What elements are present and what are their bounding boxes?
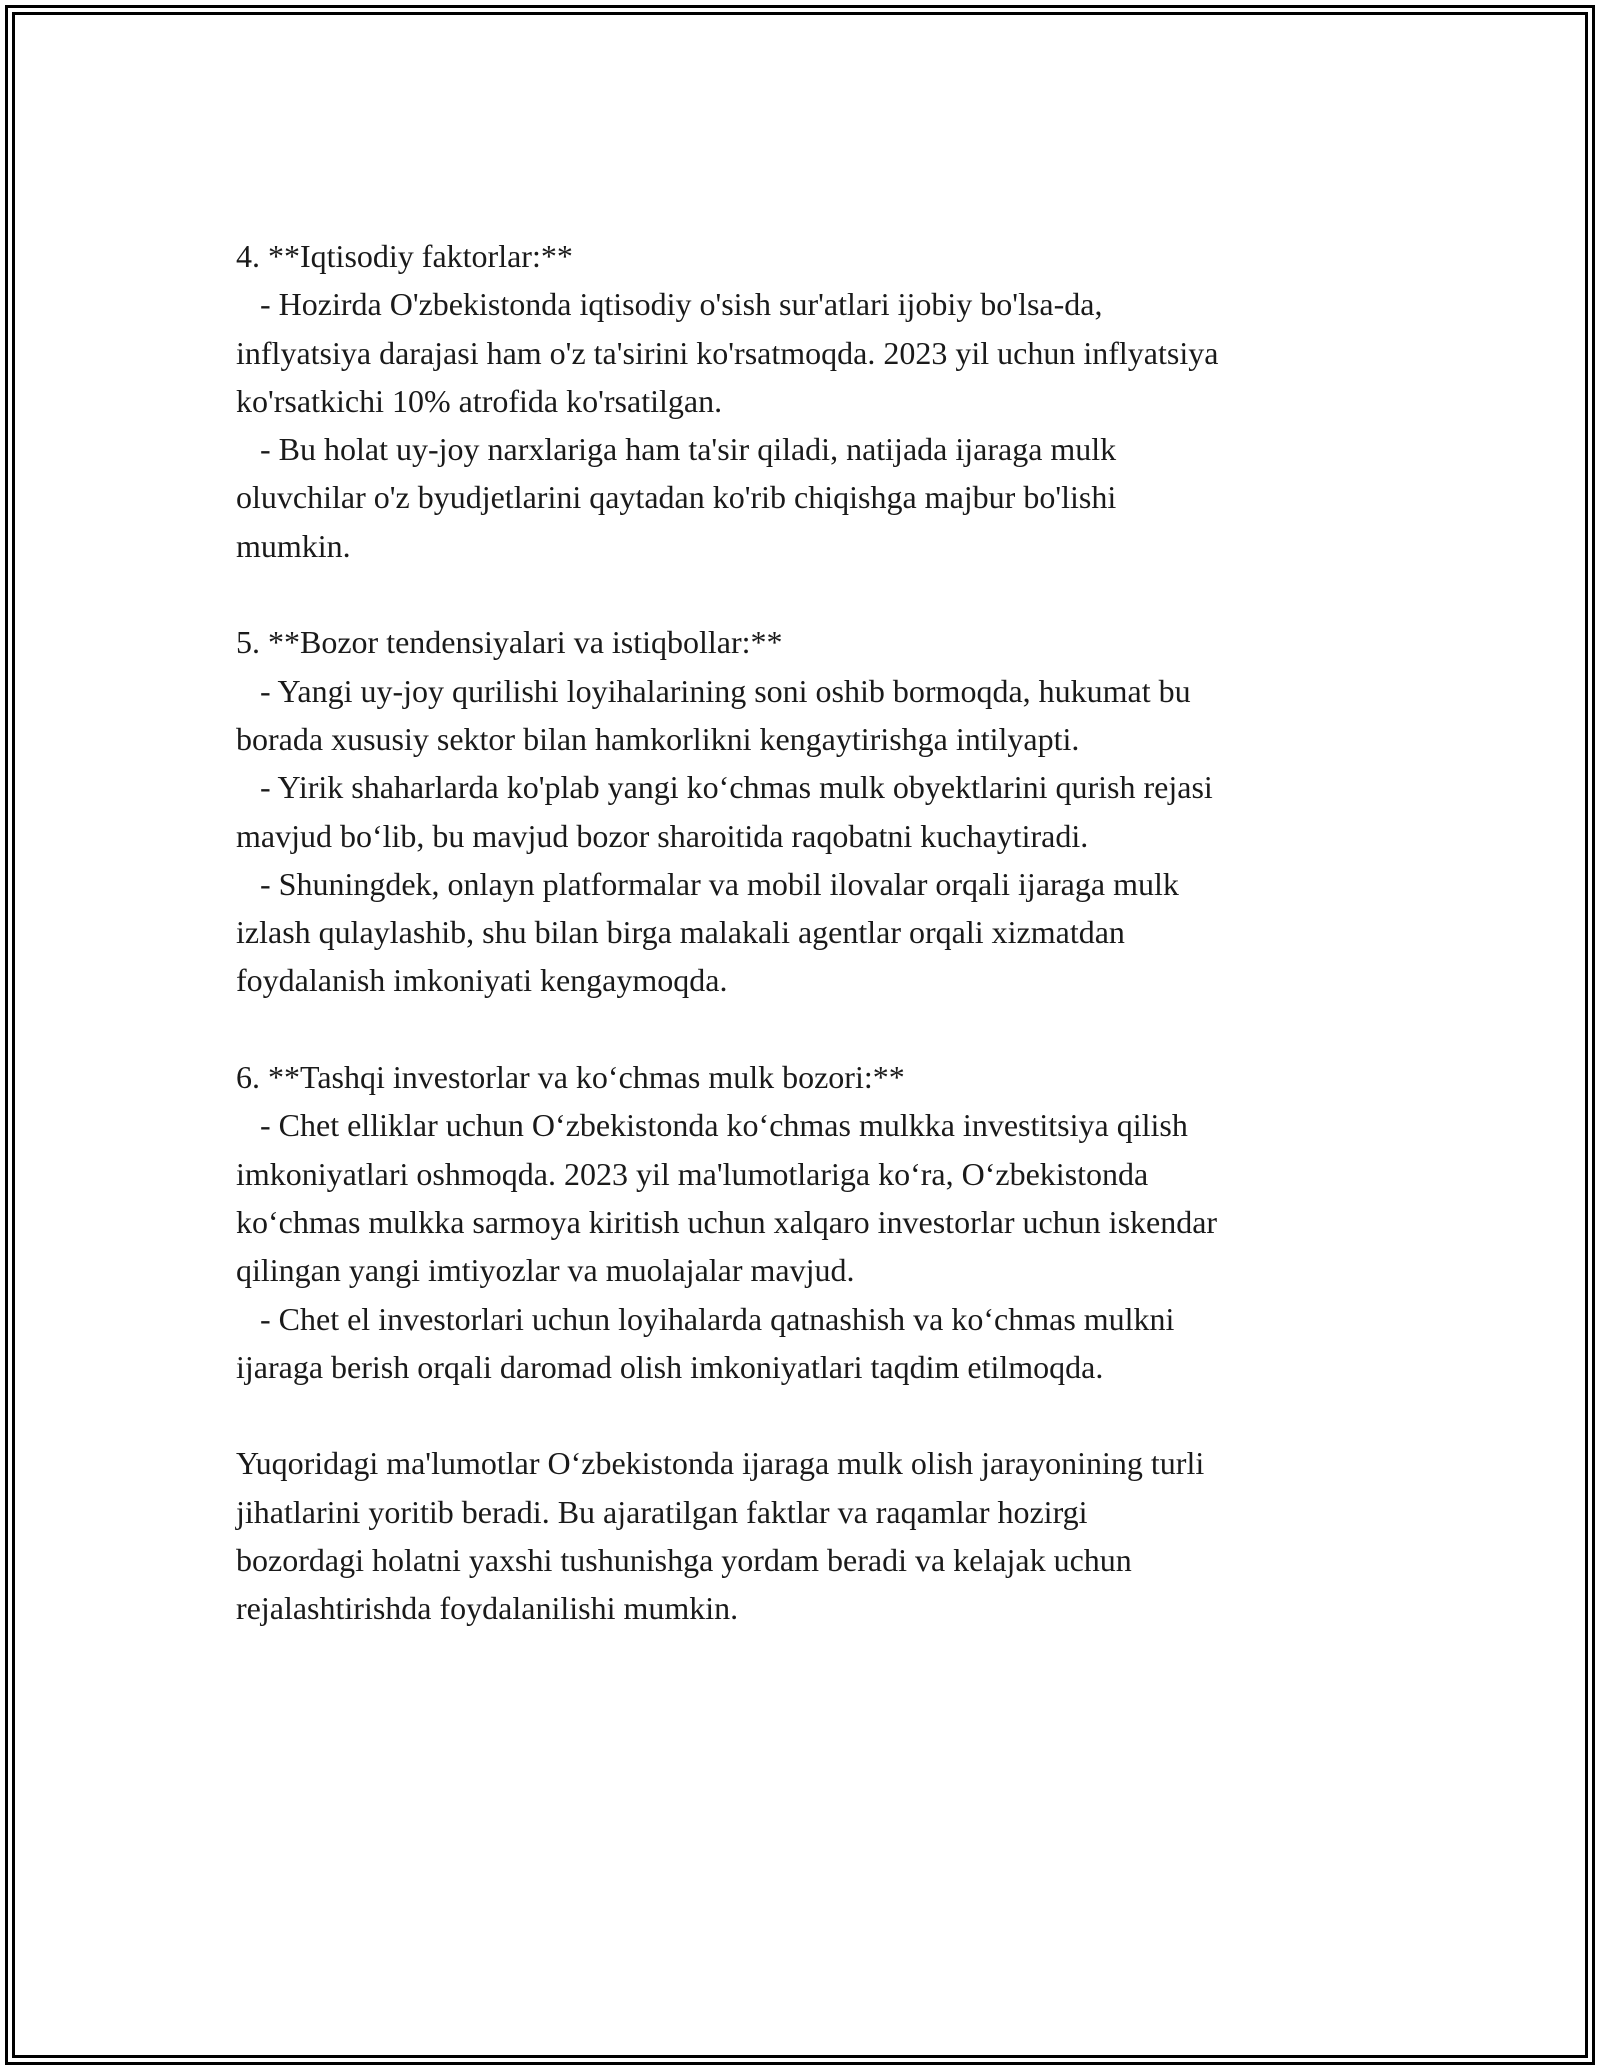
section-market-trends (236, 618, 1376, 1004)
section-heading: 6. **Tashqi investorlar va koʻchmas mulk bozori:** (236, 1059, 905, 1096)
text-line: - Hozirda O'zbekistonda iqtisodiy o'sish sur'atlari ijobiy bo'lsa-da, (236, 286, 1103, 323)
text-line: borada xususiy sektor bilan hamkorlikni kengaytirishga intilyapti. (236, 720, 1080, 757)
text-line: - Yirik shaharlarda ko'plab yangi koʻchmas mulk obyektlarini qurish rejasi (236, 769, 1213, 806)
text-line: - Chet el investorlari uchun loyihalarda qatnashish va koʻchmas mulkni (236, 1300, 1175, 1337)
text-line: ijaraga berish orqali daromad olish imkoniyatlari taqdim etilmoqda. (236, 1348, 1104, 1385)
text-line: - Chet elliklar uchun Oʻzbekistonda koʻchmas mulkka investitsiya qilish (236, 1107, 1188, 1144)
text-line: mumkin. (236, 527, 351, 564)
text-line: - Bu holat uy-joy narxlariga ham ta'sir qiladi, natijada ijaraga mulk (236, 431, 1117, 468)
text-line: foydalanish imkoniyati kengaymoqda. (236, 962, 728, 999)
text-line: mavjud boʻlib, bu mavjud bozor sharoitida raqobatni kuchaytiradi. (236, 817, 1089, 854)
conclusion-paragraph (236, 1439, 1376, 1632)
text-line: rejalashtirishda foydalanilishi mumkin. (236, 1590, 739, 1627)
text-line: inflyatsiya darajasi ham o'z ta'sirini ko'rsatmoqda. 2023 yil uchun inflyatsiya (236, 334, 1219, 371)
text-line: ko'rsatkichi 10% atrofida ko'rsatilgan. (236, 382, 723, 419)
text-line: - Yangi uy-joy qurilishi loyihalarining soni oshib bormoqda, hukumat bu (236, 672, 1191, 709)
text-line: jihatlarini yoritib beradi. Bu ajaratilgan faktlar va raqamlar hozirgi (236, 1493, 1088, 1530)
section-foreign-investors (236, 1053, 1376, 1391)
section-heading: 5. **Bozor tendensiyalari va istiqbollar:** (236, 624, 783, 661)
text-line: - Shuningdek, onlayn platformalar va mobil ilovalar orqali ijaraga mulk (236, 865, 1179, 902)
text-line: imkoniyatlari oshmoqda. 2023 yil ma'lumotlariga koʻra, Oʻzbekistonda (236, 1155, 1149, 1192)
document-body (236, 232, 1376, 1681)
section-heading: 4. **Iqtisodiy faktorlar:** (236, 238, 573, 274)
text-line: koʻchmas mulkka sarmoya kiritish uchun xalqaro investorlar uchun iskendar (236, 1203, 1218, 1240)
section-economic-factors (236, 232, 1376, 570)
text-line: izlash qulaylashib, shu bilan birga malakali agentlar orqali xizmatdan (236, 914, 1125, 951)
text-line: bozordagi holatni yaxshi tushunishga yordam beradi va kelajak uchun (236, 1542, 1132, 1579)
text-line: Yuqoridagi ma'lumotlar Oʻzbekistonda ijaraga mulk olish jarayonining turli (236, 1445, 1205, 1482)
text-line: qilingan yangi imtiyozlar va muolajalar mavjud. (236, 1252, 855, 1289)
text-line: oluvchilar o'z byudjetlarini qaytadan ko'rib chiqishga majbur bo'lishi (236, 479, 1117, 516)
